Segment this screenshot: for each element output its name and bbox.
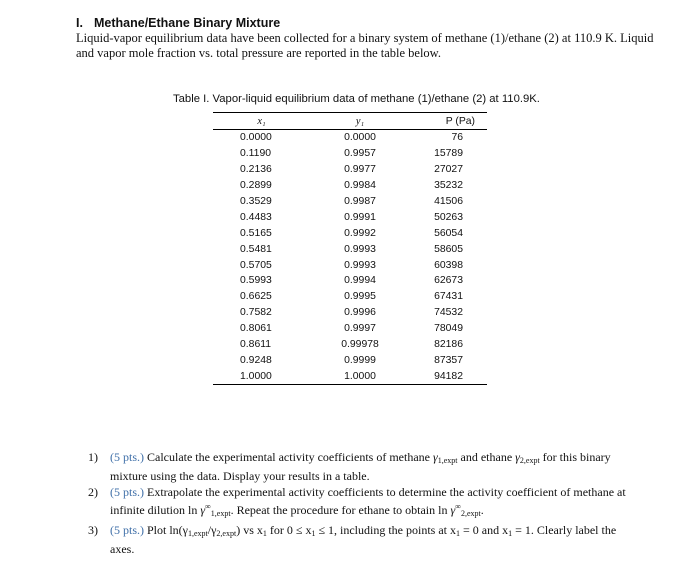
subscript: 1,expt [187, 529, 208, 538]
question-3 [88, 523, 633, 556]
subscript: 1,expt [437, 456, 458, 465]
question-text-part: = 1. Clearly label the axes. [110, 523, 617, 556]
cell-x1: 0.4483 [240, 211, 272, 223]
cell-pressure: 67431 [434, 291, 463, 303]
cell-y1: 0.9957 [344, 148, 376, 160]
cell-x1: 0.3529 [240, 196, 272, 207]
table-row [213, 130, 487, 146]
section-number: I. [76, 16, 83, 30]
question-text-part: Extrapolate the experimental activity coefficients to determine the activity coefficient of methane at infinite dilution [110, 485, 626, 517]
vle-data-table [213, 112, 487, 385]
table-row [213, 305, 487, 321]
cell-x1: 0.1190 [240, 148, 272, 160]
cell-x1: 0.2136 [240, 164, 272, 176]
cell-pressure: 50263 [434, 211, 463, 223]
ln-operator: ln [188, 502, 198, 517]
ln-operator: ln [438, 502, 448, 517]
expression-part: /γ [207, 523, 217, 537]
cell-pressure: 35232 [434, 180, 463, 192]
cell-pressure: 62673 [434, 275, 463, 287]
table-row [213, 209, 487, 225]
question-1 [88, 450, 633, 483]
header-x1: x₁ [213, 113, 310, 130]
cell-y1: 0.9996 [344, 307, 376, 319]
cell-pressure: 56054 [434, 227, 463, 239]
gamma-symbol: γ [450, 502, 456, 517]
cell-y1: 0.9999 [344, 354, 376, 366]
cell-x1: 0.9248 [240, 354, 272, 366]
cell-y1: 0.9997 [344, 323, 376, 335]
subscript: 1 [311, 529, 316, 538]
table-caption: Table I. Vapor-liquid equilibrium data of methane (1)/ethane (2) at 110.9K. [173, 93, 540, 105]
superscript: ∞ [455, 501, 461, 511]
cell-x1: 0.5165 [240, 227, 272, 239]
cell-y1: 0.9984 [344, 180, 376, 192]
table-row [213, 146, 487, 162]
question-text-part: vs x [243, 523, 263, 537]
cell-x1: 0.5481 [240, 243, 272, 255]
cell-x1: 0.8611 [240, 339, 272, 351]
expression-part: ) [236, 523, 241, 537]
table-row [213, 321, 487, 337]
question-number: 3) [88, 523, 98, 537]
cell-x1: 0.2899 [240, 180, 272, 192]
question-list [88, 450, 633, 558]
question-text-part: for 0 ≤ x [269, 523, 312, 537]
table-row [213, 241, 487, 257]
subscript: 2,expt [216, 529, 237, 538]
cell-x1: 0.0000 [240, 132, 272, 144]
cell-pressure: 82186 [434, 339, 463, 351]
header-y1: y₁ [310, 113, 410, 130]
gamma-symbol: γ [433, 450, 438, 464]
cell-y1: 0.9993 [344, 243, 376, 255]
question-text-part: and ethane [460, 450, 513, 464]
subscript: 1 [262, 529, 267, 538]
cell-y1: 0.9977 [344, 164, 376, 176]
cell-y1: 0.99978 [341, 339, 379, 351]
expression-part: ln(γ [169, 523, 188, 537]
table-row [213, 352, 487, 368]
question-text-part: . Repeat the procedure for ethane to obtain [230, 502, 436, 517]
question-2 [88, 485, 633, 521]
subscript: 1 [456, 529, 461, 538]
cell-pressure: 60398 [434, 259, 463, 271]
cell-y1: 1.0000 [344, 370, 376, 382]
subscript: 1,expt [210, 508, 231, 518]
cell-y1: 0.9995 [344, 291, 376, 303]
table-body [213, 130, 487, 385]
cell-y1: 0.9987 [344, 196, 376, 207]
subscript: 2,expt [519, 456, 540, 465]
cell-pressure: 78049 [434, 323, 463, 335]
question-text [110, 485, 633, 521]
question-text-part: for this binary mixture using the data. Display your results in a table. [110, 450, 611, 483]
points-label: (5 pts.) [110, 523, 144, 537]
subscript: 2,expt [460, 508, 481, 518]
cell-y1: 0.9994 [344, 275, 376, 287]
cell-pressure: 27027 [434, 164, 463, 176]
table-row [213, 368, 487, 384]
question-text-part: . [480, 502, 484, 517]
cell-pressure: 76 [451, 132, 463, 144]
subscript: 1 [508, 529, 513, 538]
cell-x1: 0.6625 [240, 291, 272, 303]
cell-pressure: 41506 [434, 196, 463, 207]
cell-x1: 0.5705 [240, 259, 272, 271]
superscript: ∞ [205, 501, 211, 511]
question-text [110, 450, 633, 483]
intro-paragraph: Liquid-vapor equilibrium data have been collected for a binary system of methane (1)/ethane (2) at 110.9 K. Liquid and vapor mole fraction vs. total pressure are reported in the table below. [76, 31, 654, 60]
table-row [213, 273, 487, 289]
table-row [213, 257, 487, 273]
cell-pressure: 58605 [434, 243, 463, 255]
cell-x1: 0.8061 [240, 323, 272, 335]
question-number: 2) [88, 485, 98, 499]
table-header-row [213, 113, 487, 130]
table-row [213, 289, 487, 305]
question-number: 1) [88, 450, 98, 464]
points-label: (5 pts.) [110, 450, 144, 464]
header-pressure: P (Pa) [410, 113, 487, 130]
cell-x1: 1.0000 [240, 370, 272, 382]
gamma-symbol: γ [515, 450, 520, 464]
question-text [110, 523, 633, 556]
cell-y1: 0.0000 [344, 132, 376, 144]
table-row [213, 225, 487, 241]
cell-pressure: 87357 [434, 354, 463, 366]
cell-x1: 0.5993 [240, 275, 272, 287]
table-row [213, 194, 487, 210]
question-text-part: = 0 and x [463, 523, 509, 537]
question-text-part: Calculate the experimental activity coefficients of methane [147, 450, 430, 464]
cell-pressure: 74532 [434, 307, 463, 319]
section-title: Methane/Ethane Binary Mixture [94, 16, 281, 30]
table-row [213, 162, 487, 178]
table-row [213, 337, 487, 353]
section-heading [76, 16, 280, 30]
question-text-part: ≤ 1, including the points at x [318, 523, 457, 537]
cell-y1: 0.9993 [344, 259, 376, 271]
cell-x1: 0.7582 [240, 307, 272, 319]
gamma-symbol: γ [200, 502, 206, 517]
cell-pressure: 94182 [434, 370, 463, 382]
points-label: (5 pts.) [110, 485, 144, 499]
question-text-part: Plot [147, 523, 167, 537]
cell-pressure: 15789 [434, 148, 463, 160]
cell-y1: 0.9992 [344, 227, 376, 239]
table-row [213, 178, 487, 194]
cell-y1: 0.9991 [344, 211, 376, 223]
